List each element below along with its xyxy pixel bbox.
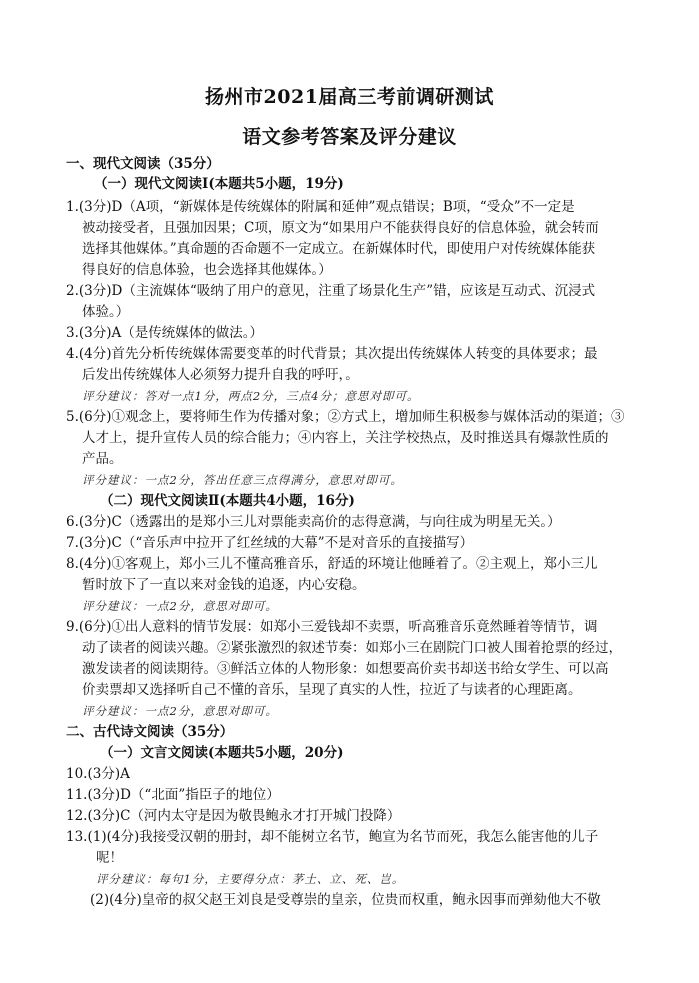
scoring-note: 评分建议：答对一点1分，两点2分，三点4分；意思对即可。 bbox=[82, 389, 420, 403]
answer-line: 6.(3分)C（透露出的是郑小三儿对票能卖高价的志得意满，与向往成为明星无关。） bbox=[66, 514, 561, 530]
scoring-note: 评分建议：每句1分，主要得分点：茅土、立、死、岂。 bbox=[96, 872, 405, 886]
answer-line: (2)(4分)皇帝的叔父赵王刘良是受尊崇的皇亲，位贵而权重，鲍永因事而弹劾他大不敬 bbox=[90, 892, 601, 908]
answer-line: 被动接受者，且强加因果；C项，原文为“如果用户不能获得良好的信息体验，就会转而 bbox=[82, 220, 599, 236]
answer-line: 13.(1)(4分)我接受汉朝的册封，却不能树立名节，鲍宣为名节而死，我怎么能害他的儿子 bbox=[66, 829, 599, 845]
answer-line: 8.(4分)①客观上，郑小三儿不懂高雅音乐，舒适的环境让他睡着了。②主观上，郑小三儿 bbox=[66, 556, 598, 572]
subsection-heading: （一）文言文阅读(本题共5小题，20分) bbox=[100, 745, 344, 761]
answer-line: 4.(4分)首先分析传统媒体需要变革的时代背景；其次提出传统媒体人转变的具体要求；最 bbox=[66, 346, 598, 362]
answer-line: 暂时放下了一直以来对金钱的追逐，内心安稳。 bbox=[82, 577, 366, 593]
answer-line: 动了读者的阅读兴趣。②紧张激烈的叙述节奏：如郑小三在剧院门口被人围着抢票的经过， bbox=[82, 640, 622, 656]
answer-line: 10.(3分)A bbox=[66, 766, 130, 782]
scoring-note: 评分建议：一点2分，答出任意三点得满分，意思对即可。 bbox=[82, 473, 403, 487]
answer-line: 12.(3分)C（河内太守是因为敬畏鲍永才打开城门投降） bbox=[66, 808, 401, 824]
answer-line: 激发读者的阅读期待。③鲜活立体的人物形象：如想要高价卖书却送书给女学生、可以高 bbox=[82, 661, 609, 677]
answer-line: 后发出传统媒体人必须努力提升自我的呼吁，。 bbox=[82, 367, 359, 383]
answer-line: 5.(6分)①观念上，要将师生作为传播对象；②方式上，增加师生积极参与媒体活动的渠道；③ bbox=[66, 409, 625, 425]
answer-line: 呢！ bbox=[96, 850, 123, 866]
section-heading: 一、现代文阅读（35分） bbox=[66, 156, 220, 172]
subsection-heading: （一）现代文阅读Ⅰ(本题共5小题，19分) bbox=[94, 176, 344, 192]
answer-line: 得良好的信息体验，也会选择其他媒体。） bbox=[82, 262, 332, 278]
scoring-note: 评分建议：一点2分，意思对即可。 bbox=[82, 704, 278, 718]
answer-line: 3.(3分)A（是传统媒体的做法。） bbox=[66, 325, 264, 341]
answer-line: 9.(6分)①出人意料的情节发展：如郑小三爱钱却不卖票，听高雅音乐竟然睡着等情节，调 bbox=[66, 619, 598, 635]
document-subtitle: 语文参考答案及评分建议 bbox=[242, 126, 457, 148]
answer-line: 7.(3分)C（“音乐声中拉开了红丝绒的大幕”不是对音乐的直接描写） bbox=[66, 535, 474, 551]
answer-line: 11.(3分)D（“北面”指臣子的地位） bbox=[66, 787, 280, 803]
answer-line: 人才上，提升宣传人员的综合能力；④内容上，关注学校热点，及时推送具有爆款性质的 bbox=[82, 430, 609, 446]
answer-line: 价卖票却又选择听自己不懂的音乐，呈现了真实的人性，拉近了与读者的心理距离。 bbox=[82, 682, 582, 698]
answer-line: 体验。） bbox=[82, 304, 130, 320]
answer-line: 产品。 bbox=[82, 451, 123, 467]
section-heading: 二、古代诗文阅读（35分） bbox=[66, 724, 234, 740]
answer-line: 选择其他媒体。”真命题的否命题不一定成立。在新媒体时代，即使用户对传统媒体能获 bbox=[82, 241, 596, 257]
subsection-heading: （二）现代文阅读Ⅱ(本题共4小题，16分) bbox=[100, 493, 355, 509]
document-title: 扬州市2021届高三考前调研测试 bbox=[205, 86, 494, 108]
answer-line: 2.(3分)D（主流媒体“吸纳了用户的意见，注重了场景化生产”错，应该是互动式、沉浸式 bbox=[66, 283, 596, 299]
answer-line: 1.(3分)D（A项，“新媒体是传统媒体的附属和延伸”观点错误；B项，“受众”不一定是 bbox=[66, 199, 575, 215]
scoring-note: 评分建议：一点2分，意思对即可。 bbox=[82, 599, 278, 613]
